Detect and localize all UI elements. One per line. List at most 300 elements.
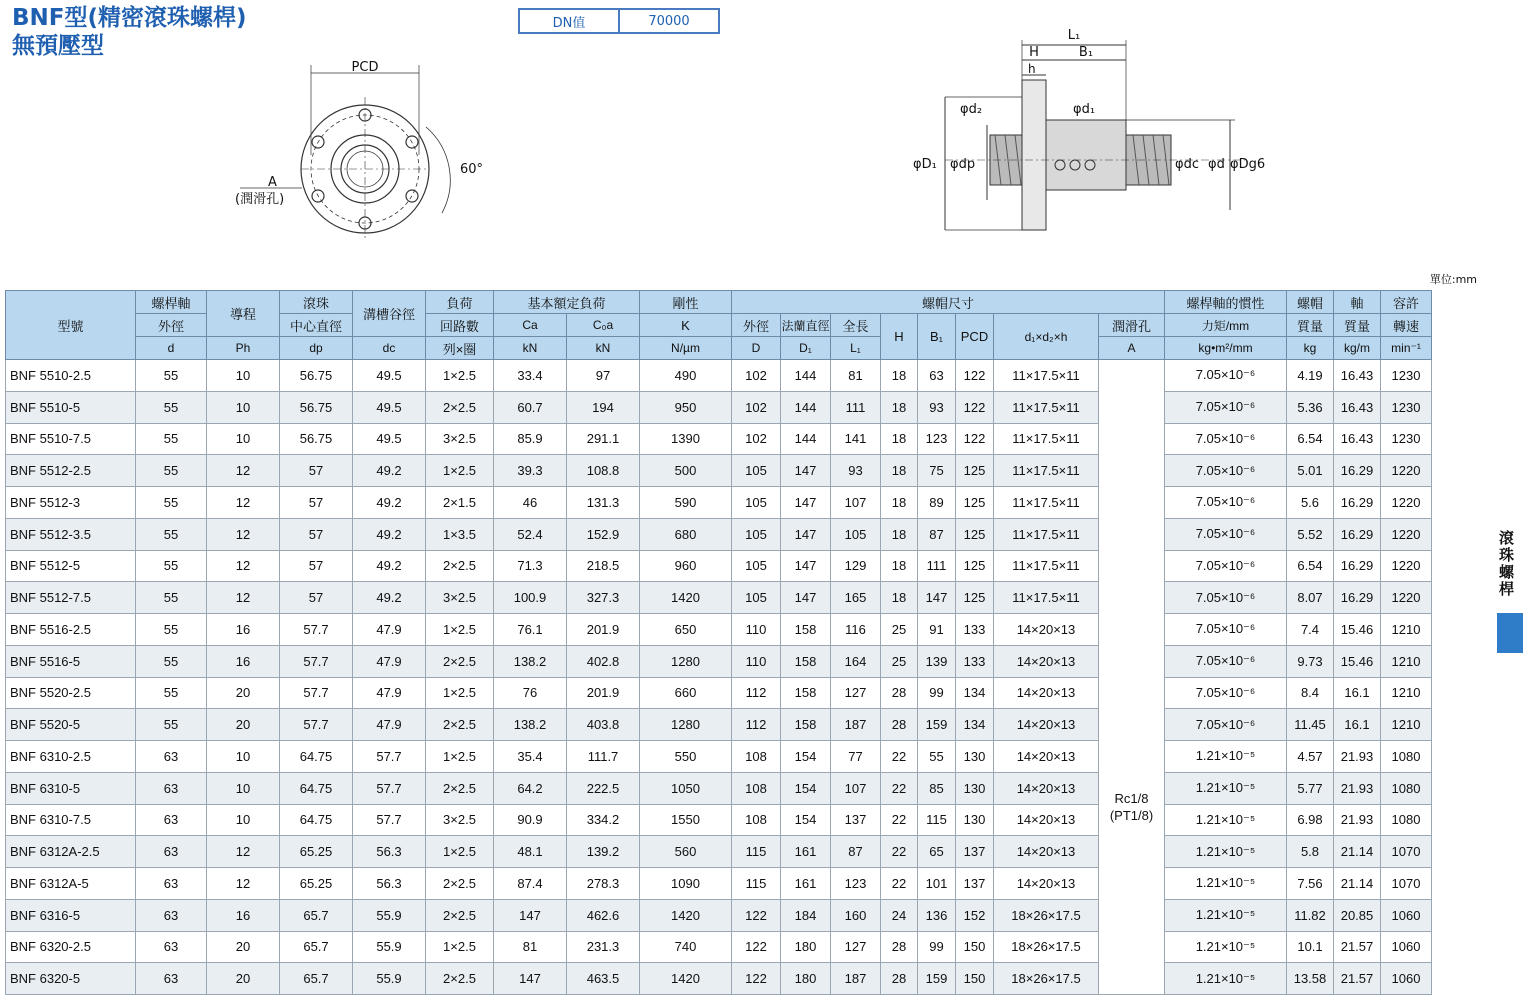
cell-lead: 20 [207, 931, 280, 963]
cell-ball-pcd: 57 [280, 518, 353, 550]
cell-model: BNF 5510-5 [6, 391, 136, 423]
cell-shaft-od: 63 [136, 804, 207, 836]
cell-b1: 93 [918, 391, 956, 423]
cell-circuits: 2×2.5 [426, 550, 494, 582]
cell-circuits: 2×2.5 [426, 899, 494, 931]
cell-speed: 1210 [1381, 709, 1432, 741]
cell-speed: 1070 [1381, 868, 1432, 900]
cell-b1: 111 [918, 550, 956, 582]
cell-root-dia: 47.9 [353, 709, 426, 741]
cell-pcd: 125 [956, 550, 994, 582]
cell-flange-h: 18 [881, 391, 918, 423]
cell-model: BNF 6312A-5 [6, 868, 136, 900]
table-row [6, 455, 1432, 487]
col-circuits-2: 回路數 [426, 314, 494, 337]
cell-root-dia: 47.9 [353, 614, 426, 646]
cell-nut-od: 108 [732, 772, 781, 804]
cell-flange-dia: 144 [781, 391, 831, 423]
cell-coa: 403.8 [567, 709, 640, 741]
cell-holes: 11×17.5×11 [994, 487, 1099, 519]
table-row [6, 391, 1432, 423]
cell-nut-mass: 5.01 [1287, 455, 1334, 487]
cell-nut-od: 102 [732, 423, 781, 455]
cell-lube-hole [1099, 360, 1165, 995]
cell-model: BNF 6310-7.5 [6, 804, 136, 836]
cell-inertia: 7.05×10⁻⁶ [1165, 550, 1287, 582]
cell-b1: 87 [918, 518, 956, 550]
cell-shaft-od: 63 [136, 963, 207, 995]
cell-nut-mass: 7.4 [1287, 614, 1334, 646]
cell-nut-od: 102 [732, 391, 781, 423]
col-coa-2: kN [567, 337, 640, 360]
cell-lead: 16 [207, 614, 280, 646]
cell-flange-h: 25 [881, 614, 918, 646]
cell-inertia: 1.21×10⁻⁵ [1165, 963, 1287, 995]
cell-inertia: 1.21×10⁻⁵ [1165, 741, 1287, 773]
cell-shaft-od: 55 [136, 582, 207, 614]
cell-model: BNF 5516-2.5 [6, 614, 136, 646]
cell-nut-od: 110 [732, 645, 781, 677]
cell-ball-pcd: 57.7 [280, 614, 353, 646]
table-row [6, 804, 1432, 836]
cell-flange-dia: 144 [781, 423, 831, 455]
cell-root-dia: 49.2 [353, 487, 426, 519]
cell-flange-dia: 158 [781, 709, 831, 741]
cell-pcd: 125 [956, 518, 994, 550]
col-nut-mass-1: 螺帽 [1287, 291, 1334, 314]
cell-ball-pcd: 65.25 [280, 836, 353, 868]
cell-shaft-od: 55 [136, 677, 207, 709]
title-line-1: BNF型(精密滾珠螺桿) [12, 5, 247, 31]
cell-circuits: 2×2.5 [426, 645, 494, 677]
cell-inertia: 1.21×10⁻⁵ [1165, 804, 1287, 836]
cell-pcd: 134 [956, 677, 994, 709]
table-row [6, 582, 1432, 614]
cell-coa: 291.1 [567, 423, 640, 455]
cell-length: 141 [831, 423, 881, 455]
cell-inertia: 7.05×10⁻⁶ [1165, 487, 1287, 519]
table-row [6, 772, 1432, 804]
col-circuits-3: 列×圈 [426, 337, 494, 360]
cell-pcd: 130 [956, 804, 994, 836]
cell-speed: 1070 [1381, 836, 1432, 868]
cell-b1: 89 [918, 487, 956, 519]
cell-lead: 12 [207, 550, 280, 582]
cell-ball-pcd: 64.75 [280, 804, 353, 836]
col-lead-2: Ph [207, 337, 280, 360]
spec-table [5, 290, 1432, 995]
table-row [6, 360, 1432, 392]
dim-h-small: h [1028, 62, 1036, 76]
cell-rigidity: 1420 [640, 582, 732, 614]
cell-inertia: 1.21×10⁻⁵ [1165, 836, 1287, 868]
cell-nut-mass: 11.82 [1287, 899, 1334, 931]
cell-root-dia: 49.5 [353, 423, 426, 455]
cell-coa: 463.5 [567, 963, 640, 995]
cell-nut-mass: 5.6 [1287, 487, 1334, 519]
cell-lead: 10 [207, 804, 280, 836]
cell-circuits: 2×2.5 [426, 709, 494, 741]
cell-pcd: 130 [956, 772, 994, 804]
cell-circuits: 2×2.5 [426, 963, 494, 995]
cell-flange-h: 22 [881, 836, 918, 868]
table-row [6, 709, 1432, 741]
table-row [6, 550, 1432, 582]
cell-length: 137 [831, 804, 881, 836]
col-nut-mass-3: kg [1287, 337, 1334, 360]
cell-circuits: 2×2.5 [426, 772, 494, 804]
cell-b1: 99 [918, 677, 956, 709]
cell-model: BNF 6310-2.5 [6, 741, 136, 773]
cell-root-dia: 55.9 [353, 931, 426, 963]
cell-ca: 90.9 [494, 804, 567, 836]
col-H: H [881, 314, 918, 360]
col-shaft-od-2: 外徑 [136, 314, 207, 337]
col-ball-pcd-3: dp [280, 337, 353, 360]
col-speed-3: min⁻¹ [1381, 337, 1432, 360]
col-inertia-1: 螺桿軸的慣性 [1165, 291, 1287, 314]
cell-circuits: 1×2.5 [426, 677, 494, 709]
cell-lead: 10 [207, 772, 280, 804]
cell-ball-pcd: 57 [280, 487, 353, 519]
cell-shaft-mass: 16.29 [1334, 455, 1381, 487]
cell-root-dia: 57.7 [353, 772, 426, 804]
cell-shaft-mass: 16.29 [1334, 582, 1381, 614]
cell-circuits: 1×2.5 [426, 455, 494, 487]
dim-d1: φd₁ [1073, 102, 1096, 117]
cell-length: 77 [831, 741, 881, 773]
cell-pcd: 137 [956, 868, 994, 900]
cell-speed: 1060 [1381, 963, 1432, 995]
cell-flange-dia: 144 [781, 360, 831, 392]
cell-speed: 1210 [1381, 677, 1432, 709]
cell-flange-dia: 147 [781, 582, 831, 614]
cell-nut-mass: 4.57 [1287, 741, 1334, 773]
cell-coa: 152.9 [567, 518, 640, 550]
lube-value-2: (PT1/8) [1109, 808, 1154, 823]
cell-length: 160 [831, 899, 881, 931]
cell-coa: 278.3 [567, 868, 640, 900]
cell-lead: 12 [207, 487, 280, 519]
cell-shaft-mass: 16.1 [1334, 677, 1381, 709]
cell-nut-mass: 5.52 [1287, 518, 1334, 550]
cell-inertia: 7.05×10⁻⁶ [1165, 582, 1287, 614]
cell-inertia: 7.05×10⁻⁶ [1165, 455, 1287, 487]
cell-root-dia: 57.7 [353, 804, 426, 836]
cell-rigidity: 1420 [640, 963, 732, 995]
cell-rigidity: 680 [640, 518, 732, 550]
cell-ca: 87.4 [494, 868, 567, 900]
col-shaft-mass-2: 質量 [1334, 314, 1381, 337]
cell-flange-h: 28 [881, 931, 918, 963]
dim-D1: φD₁ [913, 157, 937, 172]
cell-holes: 18×26×17.5 [994, 931, 1099, 963]
cell-ca: 39.3 [494, 455, 567, 487]
cell-length: 107 [831, 772, 881, 804]
cell-lead: 10 [207, 391, 280, 423]
cell-rigidity: 740 [640, 931, 732, 963]
cell-coa: 97 [567, 360, 640, 392]
cell-circuits: 3×2.5 [426, 804, 494, 836]
cell-circuits: 2×1.5 [426, 487, 494, 519]
cell-inertia: 7.05×10⁻⁶ [1165, 677, 1287, 709]
cell-pcd: 133 [956, 614, 994, 646]
cell-holes: 18×26×17.5 [994, 899, 1099, 931]
cell-flange-dia: 180 [781, 963, 831, 995]
cell-b1: 55 [918, 741, 956, 773]
cell-root-dia: 56.3 [353, 836, 426, 868]
cell-ball-pcd: 57 [280, 455, 353, 487]
col-D-2: D [732, 337, 781, 360]
cell-flange-dia: 147 [781, 550, 831, 582]
cell-rigidity: 590 [640, 487, 732, 519]
cell-root-dia: 49.5 [353, 391, 426, 423]
cell-root-dia: 56.3 [353, 868, 426, 900]
cell-holes: 14×20×13 [994, 741, 1099, 773]
cell-pcd: 122 [956, 391, 994, 423]
cell-model: BNF 5512-2.5 [6, 455, 136, 487]
col-circuits-1: 負荷 [426, 291, 494, 314]
col-speed-2: 轉速 [1381, 314, 1432, 337]
cell-root-dia: 55.9 [353, 899, 426, 931]
cell-shaft-mass: 15.46 [1334, 614, 1381, 646]
cell-holes: 14×20×13 [994, 804, 1099, 836]
cell-nut-od: 108 [732, 804, 781, 836]
cell-root-dia: 49.2 [353, 455, 426, 487]
cell-length: 105 [831, 518, 881, 550]
col-root-dia-2: dc [353, 337, 426, 360]
cell-shaft-mass: 21.93 [1334, 741, 1381, 773]
cell-speed: 1080 [1381, 741, 1432, 773]
cell-shaft-od: 55 [136, 518, 207, 550]
col-rigidity-3: N/µm [640, 337, 732, 360]
cell-rigidity: 950 [640, 391, 732, 423]
cell-ca: 138.2 [494, 709, 567, 741]
col-L1-2: L₁ [831, 337, 881, 360]
cell-shaft-mass: 21.93 [1334, 804, 1381, 836]
cell-speed: 1220 [1381, 487, 1432, 519]
cell-inertia: 1.21×10⁻⁵ [1165, 931, 1287, 963]
col-nut-group: 螺帽尺寸 [732, 291, 1165, 314]
cell-speed: 1230 [1381, 423, 1432, 455]
cell-ca: 85.9 [494, 423, 567, 455]
cell-coa: 327.3 [567, 582, 640, 614]
cell-nut-mass: 8.4 [1287, 677, 1334, 709]
cell-pcd: 125 [956, 487, 994, 519]
table-row [6, 487, 1432, 519]
unit-label: 單位:mm [1429, 273, 1477, 286]
cell-ball-pcd: 57 [280, 550, 353, 582]
cell-speed: 1060 [1381, 931, 1432, 963]
cell-inertia: 7.05×10⁻⁶ [1165, 518, 1287, 550]
cell-model: BNF 6316-5 [6, 899, 136, 931]
col-D1-1: 法蘭直徑 [781, 314, 831, 337]
cell-flange-h: 28 [881, 677, 918, 709]
cell-model: BNF 5520-2.5 [6, 677, 136, 709]
cell-rigidity: 1390 [640, 423, 732, 455]
cell-holes: 14×20×13 [994, 709, 1099, 741]
cell-holes: 11×17.5×11 [994, 360, 1099, 392]
cell-flange-h: 22 [881, 868, 918, 900]
cell-pcd: 134 [956, 709, 994, 741]
cell-ca: 76.1 [494, 614, 567, 646]
cell-coa: 194 [567, 391, 640, 423]
cell-shaft-mass: 16.43 [1334, 423, 1381, 455]
cell-ca: 33.4 [494, 360, 567, 392]
col-model: 型號 [6, 291, 136, 360]
cell-ca: 81 [494, 931, 567, 963]
cell-flange-h: 22 [881, 772, 918, 804]
cell-ca: 60.7 [494, 391, 567, 423]
cell-flange-dia: 184 [781, 899, 831, 931]
col-ball-pcd-1: 滾珠 [280, 291, 353, 314]
cell-nut-mass: 7.56 [1287, 868, 1334, 900]
cell-shaft-mass: 21.14 [1334, 836, 1381, 868]
col-speed-1: 容許 [1381, 291, 1432, 314]
cell-coa: 201.9 [567, 677, 640, 709]
cell-circuits: 1×3.5 [426, 518, 494, 550]
cell-flange-h: 25 [881, 645, 918, 677]
cell-nut-od: 115 [732, 868, 781, 900]
cell-rigidity: 1090 [640, 868, 732, 900]
cell-shaft-od: 55 [136, 709, 207, 741]
cell-holes: 11×17.5×11 [994, 455, 1099, 487]
nut-side-view-diagram [905, 25, 1285, 240]
cell-lead: 12 [207, 582, 280, 614]
cell-shaft-mass: 16.29 [1334, 487, 1381, 519]
col-PCD: PCD [956, 314, 994, 360]
cell-holes: 11×17.5×11 [994, 518, 1099, 550]
cell-length: 187 [831, 963, 881, 995]
lube-hole-note: (潤滑孔) [235, 192, 285, 207]
col-load-group: 基本額定負荷 [494, 291, 640, 314]
cell-nut-mass: 10.1 [1287, 931, 1334, 963]
col-shaft-mass-1: 軸 [1334, 291, 1381, 314]
dim-d2: φd₂ [960, 102, 983, 117]
cell-holes: 11×17.5×11 [994, 582, 1099, 614]
lube-hole-label: A [268, 175, 277, 190]
cell-pcd: 125 [956, 582, 994, 614]
cell-shaft-mass: 16.29 [1334, 518, 1381, 550]
cell-nut-mass: 5.36 [1287, 391, 1334, 423]
cell-rigidity: 560 [640, 836, 732, 868]
cell-rigidity: 1050 [640, 772, 732, 804]
cell-flange-dia: 154 [781, 804, 831, 836]
cell-inertia: 1.21×10⁻⁵ [1165, 868, 1287, 900]
cell-shaft-mass: 20.85 [1334, 899, 1381, 931]
col-D-1: 外徑 [732, 314, 781, 337]
cell-holes: 18×26×17.5 [994, 963, 1099, 995]
cell-ca: 100.9 [494, 582, 567, 614]
cell-speed: 1080 [1381, 772, 1432, 804]
cell-pcd: 122 [956, 360, 994, 392]
cell-speed: 1210 [1381, 614, 1432, 646]
cell-root-dia: 49.2 [353, 518, 426, 550]
cell-model: BNF 6312A-2.5 [6, 836, 136, 868]
cell-root-dia: 49.5 [353, 360, 426, 392]
cell-length: 164 [831, 645, 881, 677]
cell-shaft-od: 63 [136, 868, 207, 900]
cell-holes: 14×20×13 [994, 868, 1099, 900]
cell-shaft-od: 55 [136, 487, 207, 519]
cell-ca: 35.4 [494, 741, 567, 773]
cell-flange-dia: 161 [781, 836, 831, 868]
col-rigidity-2: K [640, 314, 732, 337]
cell-model: BNF 6320-5 [6, 963, 136, 995]
col-B1: B₁ [918, 314, 956, 360]
cell-speed: 1210 [1381, 645, 1432, 677]
cell-flange-dia: 154 [781, 772, 831, 804]
cell-ca: 71.3 [494, 550, 567, 582]
cell-rigidity: 1550 [640, 804, 732, 836]
cell-length: 111 [831, 391, 881, 423]
cell-rigidity: 550 [640, 741, 732, 773]
cell-nut-od: 105 [732, 518, 781, 550]
col-lube-2: A [1099, 337, 1165, 360]
cell-length: 165 [831, 582, 881, 614]
cell-rigidity: 960 [640, 550, 732, 582]
cell-flange-dia: 147 [781, 518, 831, 550]
cell-root-dia: 47.9 [353, 645, 426, 677]
cell-pcd: 152 [956, 899, 994, 931]
cell-b1: 85 [918, 772, 956, 804]
cell-length: 107 [831, 487, 881, 519]
cell-flange-h: 18 [881, 487, 918, 519]
cell-lead: 10 [207, 360, 280, 392]
cell-ball-pcd: 64.75 [280, 741, 353, 773]
cell-root-dia: 49.2 [353, 550, 426, 582]
cell-shaft-od: 55 [136, 550, 207, 582]
table-row [6, 836, 1432, 868]
cell-shaft-mass: 21.93 [1334, 772, 1381, 804]
cell-shaft-od: 55 [136, 614, 207, 646]
cell-flange-h: 18 [881, 582, 918, 614]
cell-inertia: 7.05×10⁻⁶ [1165, 645, 1287, 677]
cell-lead: 16 [207, 899, 280, 931]
cell-inertia: 7.05×10⁻⁶ [1165, 709, 1287, 741]
cell-pcd: 125 [956, 455, 994, 487]
cell-holes: 11×17.5×11 [994, 423, 1099, 455]
cell-lead: 12 [207, 455, 280, 487]
cell-inertia: 7.05×10⁻⁶ [1165, 614, 1287, 646]
col-nut-mass-2: 質量 [1287, 314, 1334, 337]
cell-b1: 63 [918, 360, 956, 392]
table-row [6, 899, 1432, 931]
cell-length: 187 [831, 709, 881, 741]
pcd-label: PCD [351, 60, 379, 75]
cell-pcd: 150 [956, 963, 994, 995]
cell-b1: 99 [918, 931, 956, 963]
cell-speed: 1080 [1381, 804, 1432, 836]
cell-flange-h: 18 [881, 360, 918, 392]
cell-nut-od: 122 [732, 963, 781, 995]
cell-flange-h: 22 [881, 804, 918, 836]
dim-l1: L₁ [1067, 28, 1081, 43]
cell-ca: 147 [494, 963, 567, 995]
cell-shaft-od: 63 [136, 899, 207, 931]
cell-lead: 12 [207, 836, 280, 868]
cell-flange-h: 28 [881, 963, 918, 995]
cell-flange-dia: 154 [781, 741, 831, 773]
cell-inertia: 7.05×10⁻⁶ [1165, 360, 1287, 392]
cell-ball-pcd: 64.75 [280, 772, 353, 804]
cell-ball-pcd: 57 [280, 582, 353, 614]
title-line-2: 無預壓型 [12, 33, 104, 59]
col-ball-pcd-2: 中心直徑 [280, 314, 353, 337]
cell-model: BNF 5520-5 [6, 709, 136, 741]
cell-coa: 462.6 [567, 899, 640, 931]
cell-nut-mass: 4.19 [1287, 360, 1334, 392]
